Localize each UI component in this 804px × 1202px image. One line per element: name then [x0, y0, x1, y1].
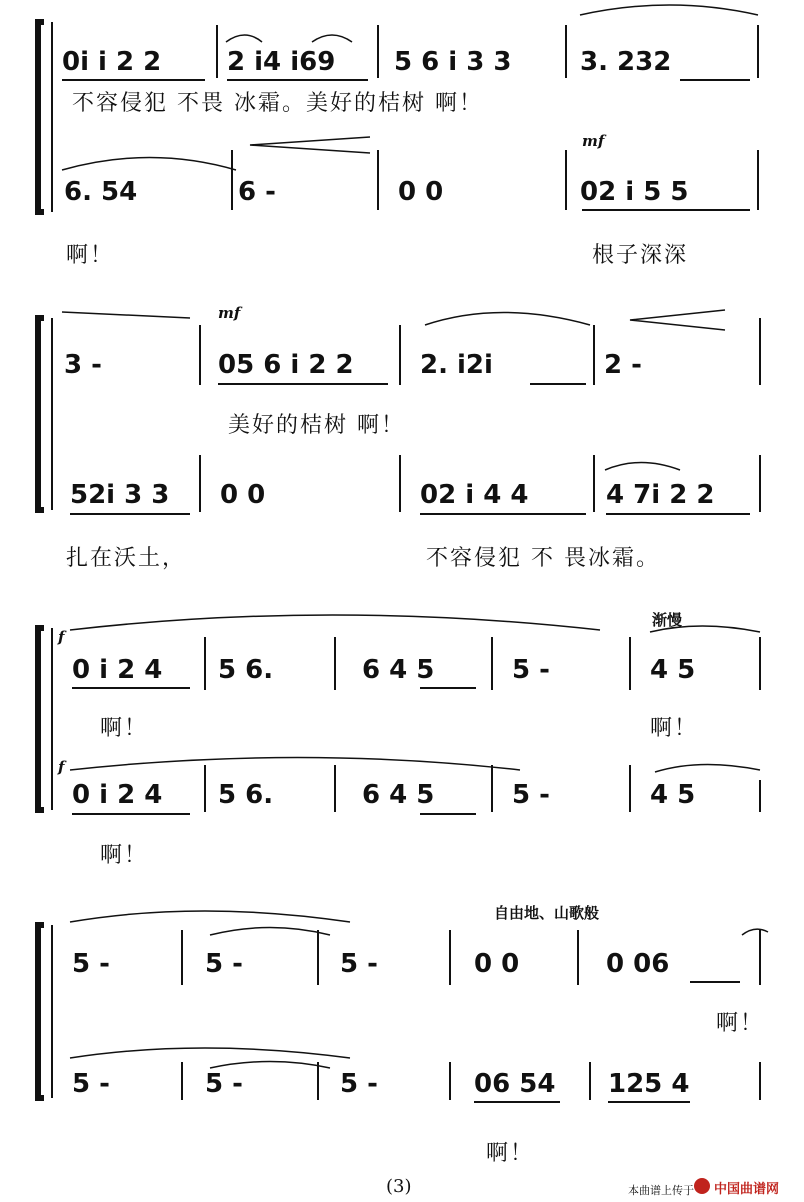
upper-measure-5: 4 5: [650, 655, 696, 685]
dynamic-mf: mf: [218, 304, 241, 322]
dynamic-mf: mf: [582, 132, 605, 150]
upload-note: 本曲谱上传于: [628, 1184, 694, 1197]
upper-measure-1: 0 i 2 4: [72, 655, 163, 685]
lower-lyrics-right: 不容侵犯 不 畏冰霜。: [426, 546, 660, 571]
lower-measure-1: 52i 3 3: [70, 480, 170, 510]
upper-measure-3: 5 6 i 3 3: [394, 47, 512, 77]
upper-measure-3: 2. i2i: [420, 350, 493, 380]
upper-measure-1: 5 -: [72, 949, 110, 979]
lower-lyrics-left: 啊！: [100, 843, 149, 868]
lower-measure-3: 0 0: [398, 177, 444, 207]
upper-lyrics-right: 啊！: [716, 1011, 765, 1036]
tempo-mark: 自由地、山歌般: [494, 904, 600, 922]
upper-lyrics: 不容侵犯 不畏 冰霜。美好的桔树 啊！: [72, 91, 483, 116]
system-4: [38, 904, 768, 1166]
lower-measure-1: 5 -: [72, 1069, 110, 1099]
upper-measure-4: 5 -: [512, 655, 550, 685]
lower-measure-5: 4 5: [650, 780, 696, 810]
lower-measure-2: 5 -: [205, 1069, 243, 1099]
brand-link[interactable]: 中国曲谱网: [714, 1182, 780, 1197]
upper-measure-1: 3 -: [64, 350, 102, 380]
system-bracket: [38, 318, 44, 510]
upper-measure-2: 2 i4 i69: [227, 47, 336, 77]
tempo-mark: 渐慢: [652, 611, 683, 629]
dynamic-f: f: [58, 628, 65, 646]
upper-lyrics: 美好的桔树 啊！: [228, 413, 405, 438]
page-number: (3): [386, 1176, 412, 1197]
lower-measure-4: 02 i 5 5: [580, 177, 689, 207]
system-1: [38, 5, 758, 268]
lower-measure-1: 6. 54: [64, 177, 138, 207]
lower-measure-2: 0 0: [220, 480, 266, 510]
system-bracket: [38, 628, 44, 810]
lower-lyrics-left: 啊！: [486, 1141, 535, 1166]
lower-measure-3: 5 -: [340, 1069, 378, 1099]
system-2: [38, 304, 760, 571]
lower-lyrics-right: 根子深深: [592, 243, 689, 268]
lower-lyrics-left: 啊！: [66, 243, 115, 268]
upper-measure-2: 5 6.: [218, 655, 274, 685]
upper-measure-2: 5 -: [205, 949, 243, 979]
system-bracket: [38, 925, 44, 1098]
upper-measure-1: 0i i 2 2: [62, 47, 162, 77]
dynamic-f: f: [58, 758, 65, 776]
upper-measure-4: 3. 232: [580, 47, 672, 77]
lower-measure-2: 6 -: [238, 177, 276, 207]
lower-measure-3: 6 4 5: [362, 780, 435, 810]
upper-measure-4: 0 0: [474, 949, 520, 979]
lower-measure-5: 125 4: [608, 1069, 690, 1099]
upper-measure-4: 2 -: [604, 350, 642, 380]
system-bracket: [38, 22, 44, 212]
upper-lyrics-left: 啊！: [100, 716, 149, 741]
upper-measure-2: 05 6 i 2 2: [218, 350, 354, 380]
upper-measure-3: 6 4 5: [362, 655, 435, 685]
lower-measure-4: 5 -: [512, 780, 550, 810]
upper-measure-5: 0 06: [606, 949, 670, 979]
lower-measure-3: 02 i 4 4: [420, 480, 529, 510]
lower-lyrics-left: 扎在沃土，: [66, 546, 187, 571]
lower-measure-4: 4 7i 2 2: [606, 480, 715, 510]
lower-measure-2: 5 6.: [218, 780, 274, 810]
lower-measure-4: 06 54: [474, 1069, 556, 1099]
system-3: [38, 611, 760, 868]
upper-lyrics-right: 啊！: [650, 716, 699, 741]
lower-measure-1: 0 i 2 4: [72, 780, 163, 810]
upper-measure-3: 5 -: [340, 949, 378, 979]
brand-logo-icon: [694, 1178, 710, 1194]
